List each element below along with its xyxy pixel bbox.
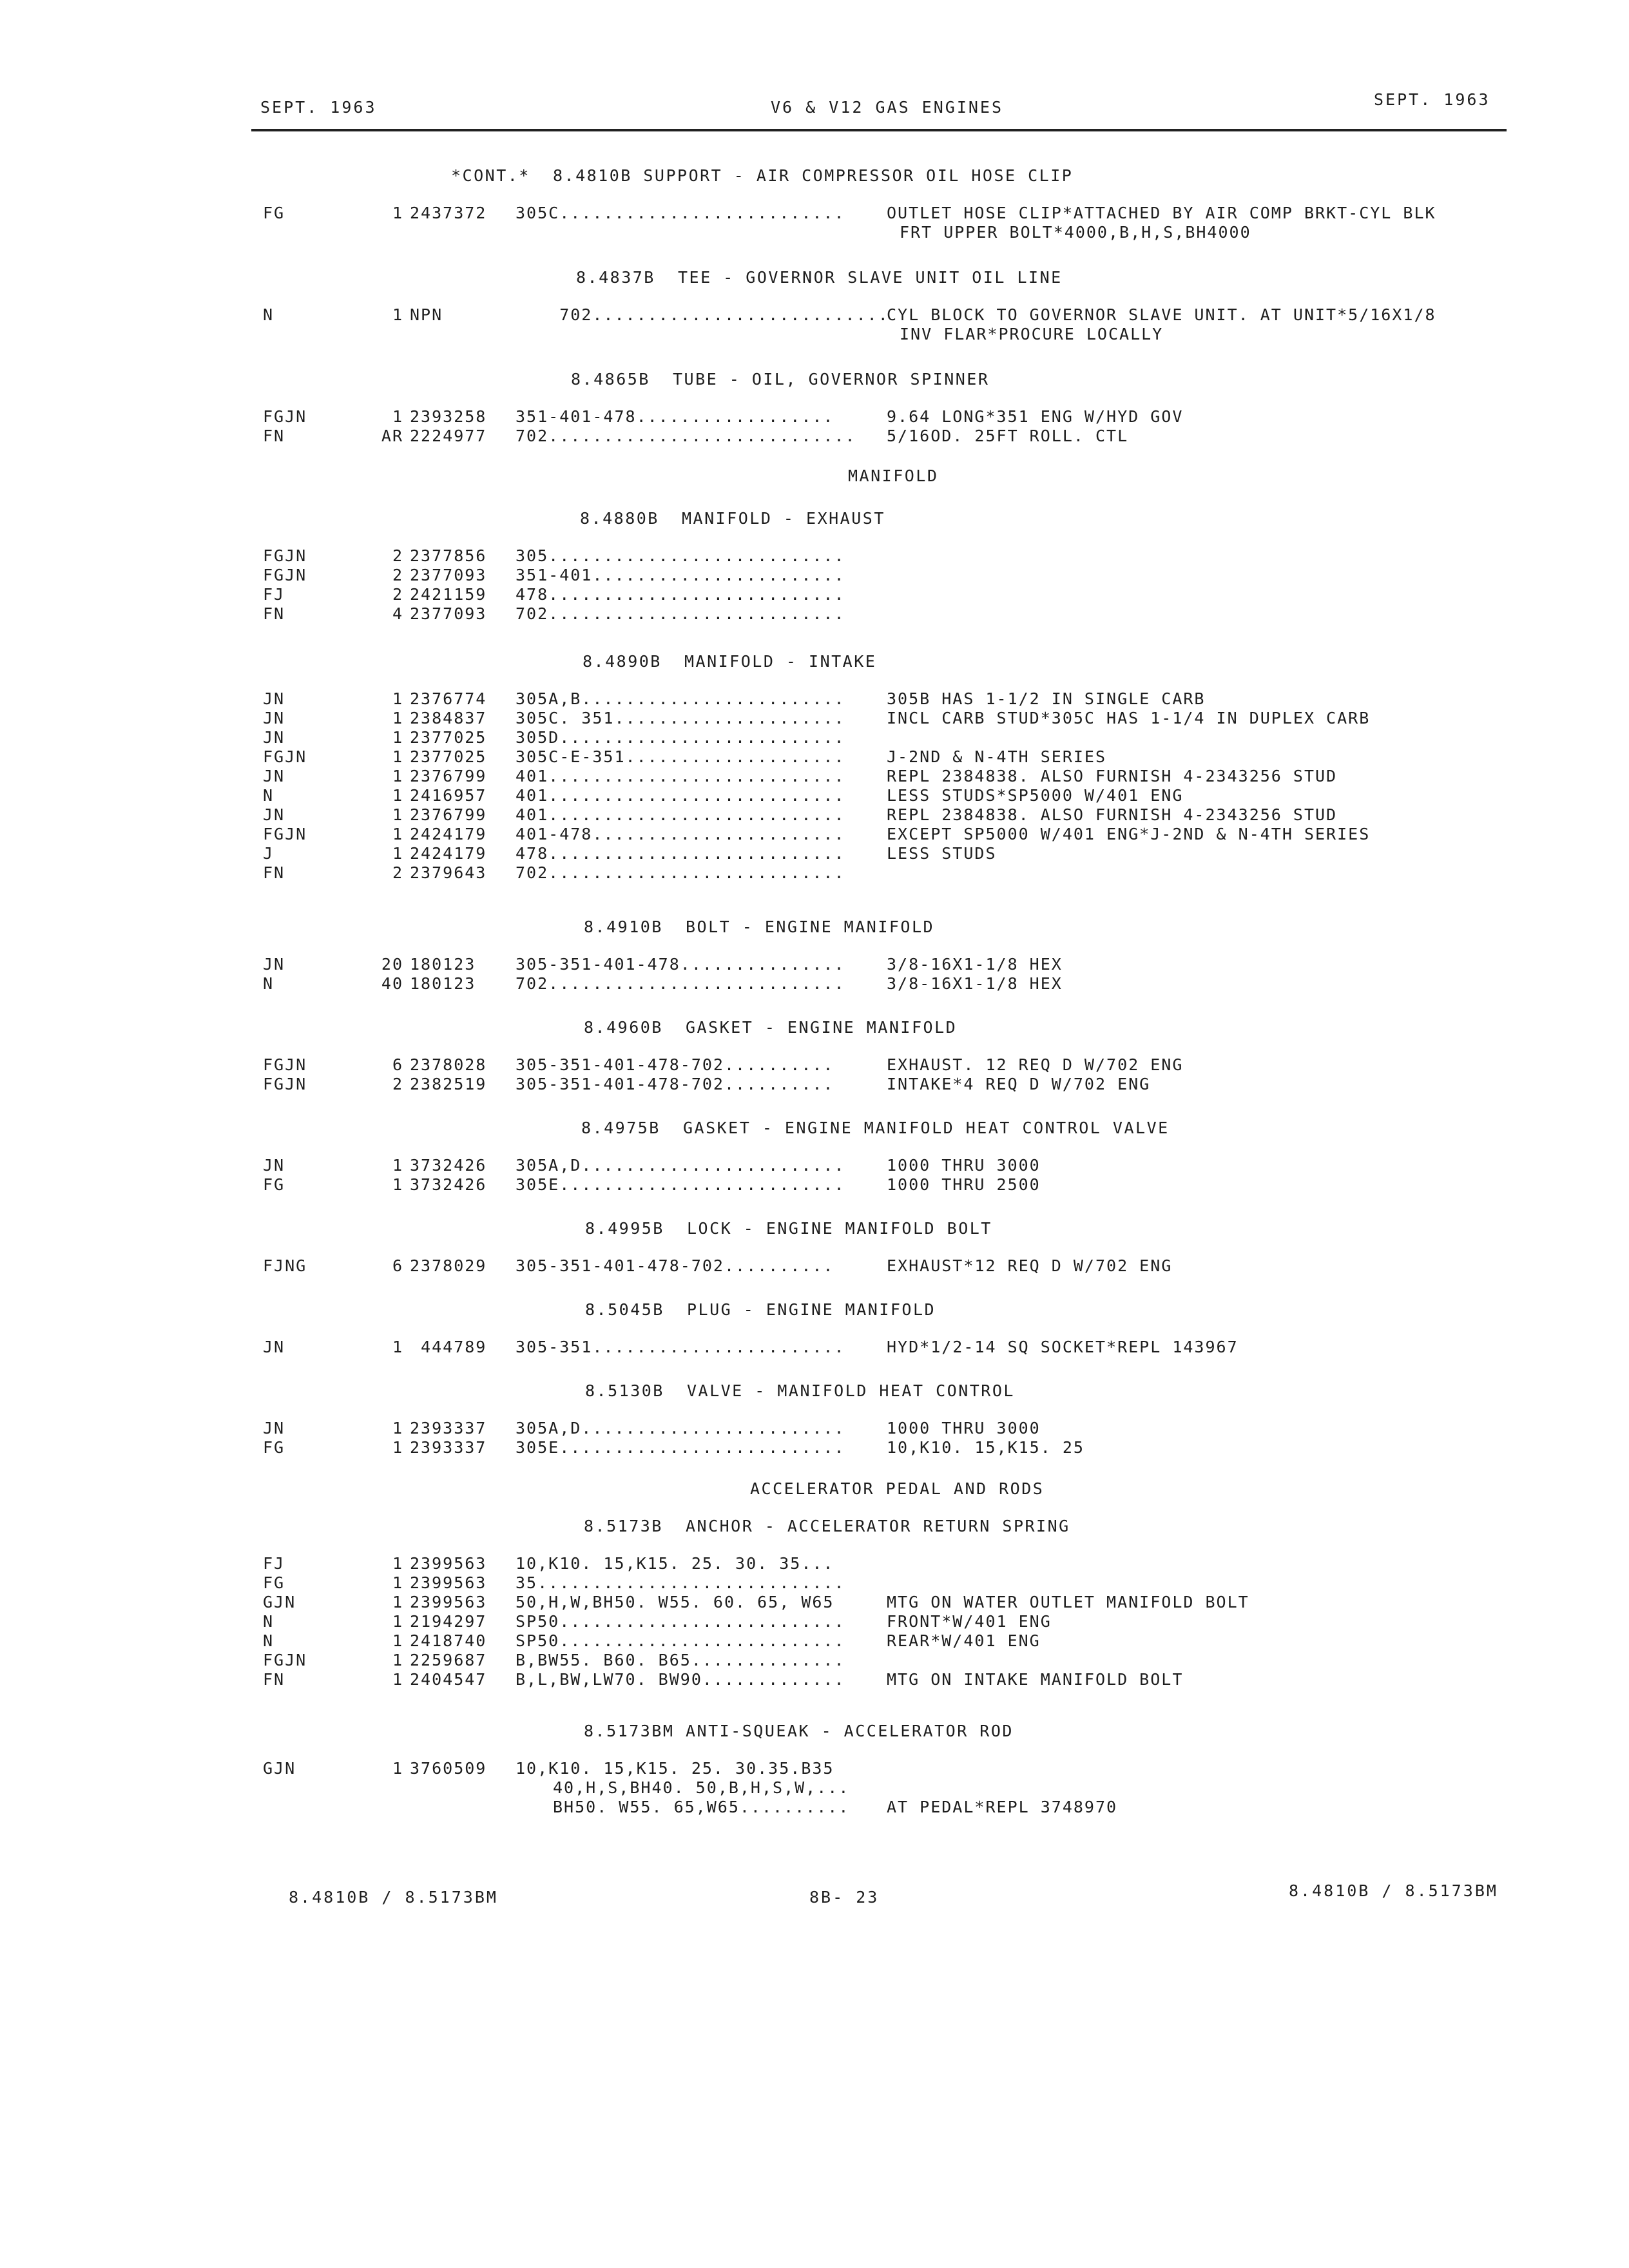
quantity: 1 [392,844,403,863]
remarks: EXHAUST*12 REQ D W/702 ENG [887,1256,1173,1275]
remarks: HYD*1/2-14 SQ SOCKET*REPL 143967 [887,1338,1239,1356]
quantity: 1 [392,1156,403,1175]
application: 478........................... [516,585,845,604]
usage-code: FGJN [263,407,307,426]
usage-code: FJ [263,585,285,604]
part-number: 2393337 [410,1438,487,1457]
remarks: INTAKE*4 REQ D W/702 ENG [887,1075,1151,1093]
part-number: 2194297 [410,1612,487,1631]
part-number: 2378029 [410,1256,487,1275]
application: 305-351-401-478-702.......... [516,1055,834,1074]
part-number: 2377856 [410,546,487,565]
part-number: 2399563 [410,1573,487,1592]
usage-code: N [263,1631,275,1650]
part-number: 2379643 [410,863,487,882]
part-number: 2437372 [410,204,487,222]
remarks: 3/8-16X1-1/8 HEX [887,974,1063,993]
usage-code: FGJN [263,566,307,584]
part-number: 2399563 [410,1554,487,1573]
quantity: 1 [392,1759,403,1778]
part-number: 2377093 [410,604,487,623]
quantity: 1 [392,1612,403,1631]
part-number: 2424179 [410,825,487,843]
header-date-right: SEPT. 1963 [1374,90,1490,109]
usage-code: JN [263,689,285,708]
quantity: 1 [392,786,403,805]
footer-ref-left: 8.4810B / 8.5173BM [289,1888,498,1907]
usage-code: GJN [263,1593,296,1611]
remarks: OUTLET HOSE CLIP*ATTACHED BY AIR COMP BRKT-CYL BLK [887,204,1436,222]
part-number: 2418740 [410,1631,487,1650]
usage-code: JN [263,767,285,785]
remarks: REPL 2384838. ALSO FURNISH 4-2343256 STUD [887,767,1338,785]
remarks: LESS STUDS*SP5000 W/401 ENG [887,786,1184,805]
usage-code: N [263,974,275,993]
remarks: 3/8-16X1-1/8 HEX [887,955,1063,974]
remarks: MTG ON WATER OUTLET MANIFOLD BOLT [887,1593,1249,1611]
quantity: 2 [392,863,403,882]
part-number: 180123 [410,974,476,993]
application: 305A,D........................ [516,1156,845,1175]
application: 702........................... [516,305,889,324]
part-number: 2424179 [410,844,487,863]
application: SP50.......................... [516,1631,845,1650]
application: 401........................... [516,805,845,824]
application: SP50.......................... [516,1612,845,1631]
part-number: 2393337 [410,1419,487,1437]
usage-code: JN [263,728,285,747]
quantity: AR [381,427,403,445]
usage-code: FGJN [263,825,307,843]
usage-code: FN [263,427,285,445]
remarks: 5/16OD. 25FT ROLL. CTL [887,427,1129,445]
section-title: 8.4880B MANIFOLD - EXHAUST [580,509,885,528]
usage-code: GJN [263,1759,296,1778]
section-title: 8.4975B GASKET - ENGINE MANIFOLD HEAT CONTROL VALVE [581,1119,1170,1137]
section-title: 8.5130B VALVE - MANIFOLD HEAT CONTROL [585,1381,1015,1400]
application: 702............................ [516,427,856,445]
usage-code: FG [263,1438,285,1457]
quantity: 2 [392,546,403,565]
part-number: 2224977 [410,427,487,445]
part-number: 2376774 [410,689,487,708]
remarks: MTG ON INTAKE MANIFOLD BOLT [887,1670,1184,1689]
usage-code: FGJN [263,1075,307,1093]
usage-code: JN [263,1419,285,1437]
part-number: 2404547 [410,1670,487,1689]
quantity: 6 [392,1055,403,1074]
remarks: 305B HAS 1-1/2 IN SINGLE CARB [887,689,1206,708]
part-number: 2376799 [410,767,487,785]
remarks: REPL 2384838. ALSO FURNISH 4-2343256 STUD [887,805,1338,824]
section-title: 8.5045B PLUG - ENGINE MANIFOLD [585,1300,936,1319]
application-continued: BH50. W55. 65,W65.......... [553,1798,850,1816]
usage-code: FN [263,604,285,623]
quantity: 6 [392,1256,403,1275]
quantity: 4 [392,604,403,623]
remarks: 1000 THRU 2500 [887,1175,1041,1194]
application: 305A,B........................ [516,689,845,708]
application: 50,H,W,BH50. W55. 60. 65, W65 [516,1593,834,1611]
part-number: 2377025 [410,728,487,747]
quantity: 1 [392,689,403,708]
application: 305........................... [516,546,845,565]
application: 478........................... [516,844,845,863]
remarks-continued: INV FLAR*PROCURE LOCALLY [900,325,1164,343]
quantity: 1 [392,305,403,324]
application: 401........................... [516,767,845,785]
section-title: 8.4890B MANIFOLD - INTAKE [583,652,877,671]
part-number: 180123 [410,955,476,974]
quantity: 2 [392,585,403,604]
usage-code: N [263,1612,275,1631]
application: 702........................... [516,863,845,882]
application: B,BW55. B60. B65.............. [516,1651,845,1669]
quantity: 2 [392,566,403,584]
usage-code: FG [263,204,285,222]
application: 10,K10. 15,K15. 25. 30.35.B35 [516,1759,834,1778]
application: 401-478....................... [516,825,845,843]
quantity: 1 [392,747,403,766]
quantity: 1 [392,709,403,727]
part-number: 3732426 [410,1156,487,1175]
quantity: 1 [392,1438,403,1457]
part-number: 2416957 [410,786,487,805]
remarks: REAR*W/401 ENG [887,1631,1041,1650]
usage-code: N [263,305,275,324]
footer-ref-right: 8.4810B / 8.5173BM [1289,1881,1498,1900]
usage-code: FGJN [263,546,307,565]
quantity: 1 [392,767,403,785]
part-number: 3732426 [410,1175,487,1194]
group-heading: ACCELERATOR PEDAL AND RODS [750,1479,1045,1498]
usage-code: FGJN [263,1651,307,1669]
remarks: EXCEPT SP5000 W/401 ENG*J-2ND & N-4TH SERIES [887,825,1371,843]
remarks: 10,K10. 15,K15. 25 [887,1438,1084,1457]
application: 305D.......................... [516,728,845,747]
application: 305-351-401-478-702.......... [516,1075,834,1093]
application: 35............................ [516,1573,845,1592]
quantity: 1 [392,1631,403,1650]
usage-code: FN [263,1670,285,1689]
usage-code: FJ [263,1554,285,1573]
application: 305A,D........................ [516,1419,845,1437]
application: 305C-E-351.................... [516,747,845,766]
quantity: 1 [392,1338,403,1356]
remarks: 1000 THRU 3000 [887,1419,1041,1437]
application: 305-351....................... [516,1338,845,1356]
quantity: 1 [392,1593,403,1611]
part-number: 2393258 [410,407,487,426]
application: 305C. 351..................... [516,709,845,727]
application: 305E.......................... [516,1438,845,1457]
remarks: J-2ND & N-4TH SERIES [887,747,1107,766]
part-number: 444789 [410,1338,487,1356]
header-rule [251,129,1507,131]
remarks: 1000 THRU 3000 [887,1156,1041,1175]
part-number: 2399563 [410,1593,487,1611]
part-number: 2378028 [410,1055,487,1074]
quantity: 1 [392,1419,403,1437]
usage-code: JN [263,955,285,974]
application-continued: 40,H,S,BH40. 50,B,H,S,W,... [553,1778,850,1797]
section-title: 8.4960B GASKET - ENGINE MANIFOLD [584,1018,958,1037]
footer-page-number: 8B- 23 [809,1888,880,1907]
group-heading: MANIFOLD [848,466,939,485]
header-title: V6 & V12 GAS ENGINES [771,98,1004,117]
quantity: 1 [392,805,403,824]
usage-code: FGJN [263,747,307,766]
application: 401........................... [516,786,845,805]
quantity: 1 [392,825,403,843]
part-number: NPN [410,305,443,324]
part-number: 3760509 [410,1759,487,1778]
usage-code: N [263,786,275,805]
usage-code: JN [263,1338,285,1356]
application: 10,K10. 15,K15. 25. 30. 35... [516,1554,834,1573]
part-number: 2382519 [410,1075,487,1093]
part-number: 2377093 [410,566,487,584]
remarks: CYL BLOCK TO GOVERNOR SLAVE UNIT. AT UNIT*5/16X1/8 [887,305,1436,324]
usage-code: JN [263,709,285,727]
section-title: 8.5173B ANCHOR - ACCELERATOR RETURN SPRING [584,1517,1070,1535]
quantity: 1 [392,1573,403,1592]
remarks-continued: FRT UPPER BOLT*4000,B,H,S,BH4000 [900,223,1251,242]
application: 305-351-401-478............... [516,955,845,974]
usage-code: FJNG [263,1256,307,1275]
quantity: 1 [392,728,403,747]
remarks: INCL CARB STUD*305C HAS 1-1/4 IN DUPLEX CARB [887,709,1371,727]
usage-code: FN [263,863,285,882]
section-title: 8.4837B TEE - GOVERNOR SLAVE UNIT OIL LINE [576,268,1063,287]
application: 351-401-478.................. [516,407,834,426]
usage-code: JN [263,1156,285,1175]
application: 305C.......................... [516,204,845,222]
application: 702........................... [516,604,845,623]
quantity: 20 [381,955,403,974]
part-number: 2421159 [410,585,487,604]
usage-code: JN [263,805,285,824]
quantity: 1 [392,1554,403,1573]
header-date-left: SEPT. 1963 [260,98,377,117]
remarks: AT PEDAL*REPL 3748970 [887,1798,1118,1816]
quantity: 2 [392,1075,403,1093]
quantity: 40 [381,974,403,993]
quantity: 1 [392,1651,403,1669]
section-title: 8.4865B TUBE - OIL, GOVERNOR SPINNER [571,370,990,389]
quantity: 1 [392,1670,403,1689]
remarks: EXHAUST. 12 REQ D W/702 ENG [887,1055,1184,1074]
section-title: 8.4995B LOCK - ENGINE MANIFOLD BOLT [585,1219,992,1238]
part-number: 2384837 [410,709,487,727]
application: 305E.......................... [516,1175,845,1194]
part-number: 2377025 [410,747,487,766]
part-number: 2259687 [410,1651,487,1669]
section-title: 8.5173BM ANTI-SQUEAK - ACCELERATOR ROD [584,1722,1014,1740]
usage-code: FG [263,1573,285,1592]
part-number: 2376799 [410,805,487,824]
remarks: FRONT*W/401 ENG [887,1612,1052,1631]
application: 351-401....................... [516,566,845,584]
usage-code: FGJN [263,1055,307,1074]
application: 702........................... [516,974,845,993]
remarks: 9.64 LONG*351 ENG W/HYD GOV [887,407,1184,426]
remarks: LESS STUDS [887,844,997,863]
usage-code: J [263,844,275,863]
usage-code: FG [263,1175,285,1194]
application: 305-351-401-478-702.......... [516,1256,834,1275]
quantity: 1 [392,204,403,222]
section-title: *CONT.* 8.4810B SUPPORT - AIR COMPRESSOR OIL HOSE CLIP [451,166,1074,185]
quantity: 1 [392,407,403,426]
quantity: 1 [392,1175,403,1194]
application: B,L,BW,LW70. BW90............. [516,1670,845,1689]
section-title: 8.4910B BOLT - ENGINE MANIFOLD [584,918,935,936]
